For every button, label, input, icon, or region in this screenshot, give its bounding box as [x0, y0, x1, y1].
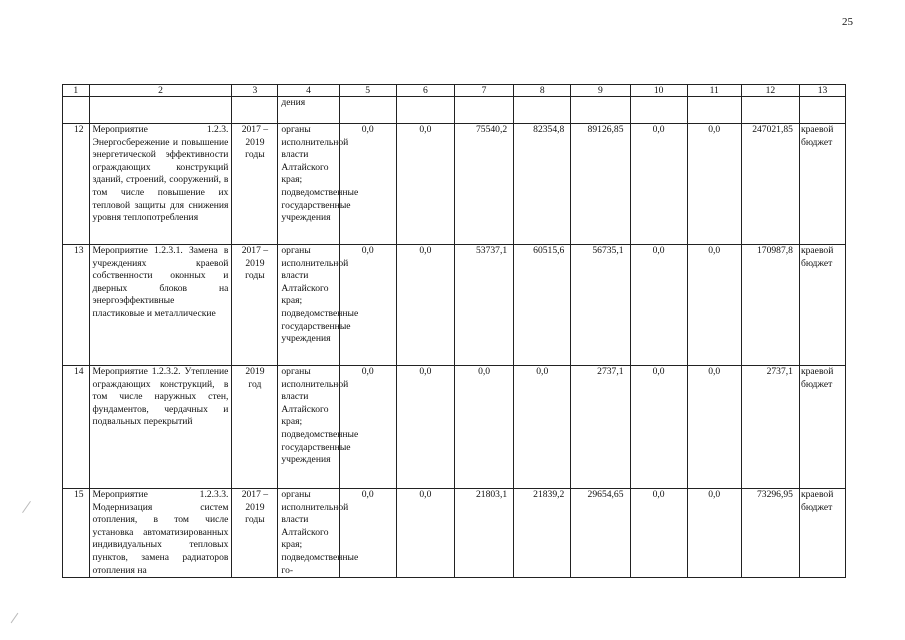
value-cell: 0,0	[339, 124, 396, 245]
total-cell: 73296,95	[741, 489, 799, 578]
value-cell: 0,0	[514, 366, 571, 489]
table-row	[63, 124, 846, 245]
value-cell: 0,0	[396, 124, 454, 245]
executor-cell: органы исполнительной власти Алтайского края; подведомственные государственные учреждения	[278, 245, 339, 366]
funding-source-cell: краевой бюджет	[799, 245, 845, 366]
cell-empty	[741, 97, 799, 124]
scan-artifact	[22, 501, 31, 513]
value-cell: 75540,2	[454, 124, 513, 245]
total-cell: 2737,1	[741, 366, 799, 489]
cell-empty	[339, 97, 396, 124]
value-cell: 0,0	[396, 489, 454, 578]
page-number: 25	[842, 16, 853, 28]
period-cell: 2019 год	[232, 366, 278, 489]
value-cell: 82354,8	[514, 124, 571, 245]
table-header	[63, 85, 846, 97]
column-header: 11	[687, 85, 741, 97]
value-cell: 0,0	[630, 366, 687, 489]
table-row	[63, 366, 846, 489]
cell-empty	[571, 97, 630, 124]
measure-name-cell: Мероприятие 1.2.3.2. Утепление ограждающих конструкций, в том числе наружных стен, фундаментов, чердачных и подвальных перекрытий	[89, 366, 232, 489]
column-header: 13	[799, 85, 845, 97]
value-cell: 21839,2	[514, 489, 571, 578]
value-cell: 0,0	[687, 489, 741, 578]
period-cell: 2017 – 2019 годы	[232, 245, 278, 366]
value-cell: 0,0	[339, 489, 396, 578]
value-cell: 89126,85	[571, 124, 630, 245]
measure-name-cell: Мероприятие 1.2.3.3. Модернизация систем отопления, в том числе установка автоматизированных индивидуальных тепловых пунктов, замена радиаторов отопления на	[89, 489, 232, 578]
column-header: 10	[630, 85, 687, 97]
table-row	[63, 245, 846, 366]
column-header: 3	[232, 85, 278, 97]
value-cell: 0,0	[454, 366, 513, 489]
cell-empty	[454, 97, 513, 124]
value-cell: 60515,6	[514, 245, 571, 366]
funding-source-cell: краевой бюджет	[799, 124, 845, 245]
value-cell: 0,0	[630, 489, 687, 578]
period-cell: 2017 – 2019 годы	[232, 489, 278, 578]
column-header: 6	[396, 85, 454, 97]
value-cell: 0,0	[630, 245, 687, 366]
period-cell: 2017 – 2019 годы	[232, 124, 278, 245]
row-number-cell: 12	[63, 124, 90, 245]
row-number-cell: 15	[63, 489, 90, 578]
value-cell: 0,0	[630, 124, 687, 245]
value-cell: 0,0	[687, 245, 741, 366]
row-number-cell: 14	[63, 366, 90, 489]
cell-empty	[232, 97, 278, 124]
value-cell: 53737,1	[454, 245, 513, 366]
table-row-continuation	[63, 97, 846, 124]
column-header: 4	[278, 85, 339, 97]
value-cell: 0,0	[396, 245, 454, 366]
cell-empty	[687, 97, 741, 124]
column-header: 9	[571, 85, 630, 97]
total-cell: 170987,8	[741, 245, 799, 366]
measure-name-cell: Мероприятие 1.2.3.1. Замена в учреждениях краевой собственности оконных и дверных блоков на энергоэффективные пластиковые и металлические	[89, 245, 232, 366]
value-cell: 0,0	[687, 124, 741, 245]
column-header: 8	[514, 85, 571, 97]
funding-source-cell: краевой бюджет	[799, 489, 845, 578]
cell-empty	[799, 97, 845, 124]
value-cell: 0,0	[339, 245, 396, 366]
value-cell: 0,0	[687, 366, 741, 489]
table-row	[63, 489, 846, 578]
row-number-cell: 13	[63, 245, 90, 366]
value-cell: 29654,65	[571, 489, 630, 578]
cell-empty	[630, 97, 687, 124]
funding-source-cell: краевой бюджет	[799, 366, 845, 489]
column-header: 12	[741, 85, 799, 97]
column-header: 1	[63, 85, 90, 97]
column-header: 2	[89, 85, 232, 97]
executor-cell: органы исполнительной власти Алтайского края; подведомственные государственные учреждения	[278, 124, 339, 245]
cell-empty	[396, 97, 454, 124]
executor-cell: органы исполнительной власти Алтайского края; подведомственные го-	[278, 489, 339, 578]
measure-name-cell: Мероприятие 1.2.3. Энергосбережение и повышение энергетической эффективности ограждающих конструкций зданий, строений, сооружений, в том числе повышение их тепловой защиты для снижения уровня теплопотребления	[89, 124, 232, 245]
value-cell: 0,0	[339, 366, 396, 489]
value-cell: 2737,1	[571, 366, 630, 489]
cell-empty	[514, 97, 571, 124]
budget-table	[62, 84, 846, 578]
executor-cell: дения	[278, 97, 339, 124]
executor-cell: органы исполнительной власти Алтайского края; подведомственные государственные учреждения	[278, 366, 339, 489]
cell-empty	[63, 97, 90, 124]
value-cell: 56735,1	[571, 245, 630, 366]
cell-empty	[89, 97, 232, 124]
total-cell: 247021,85	[741, 124, 799, 245]
value-cell: 21803,1	[454, 489, 513, 578]
scan-artifact	[11, 613, 19, 623]
value-cell: 0,0	[396, 366, 454, 489]
column-header: 7	[454, 85, 513, 97]
column-header: 5	[339, 85, 396, 97]
